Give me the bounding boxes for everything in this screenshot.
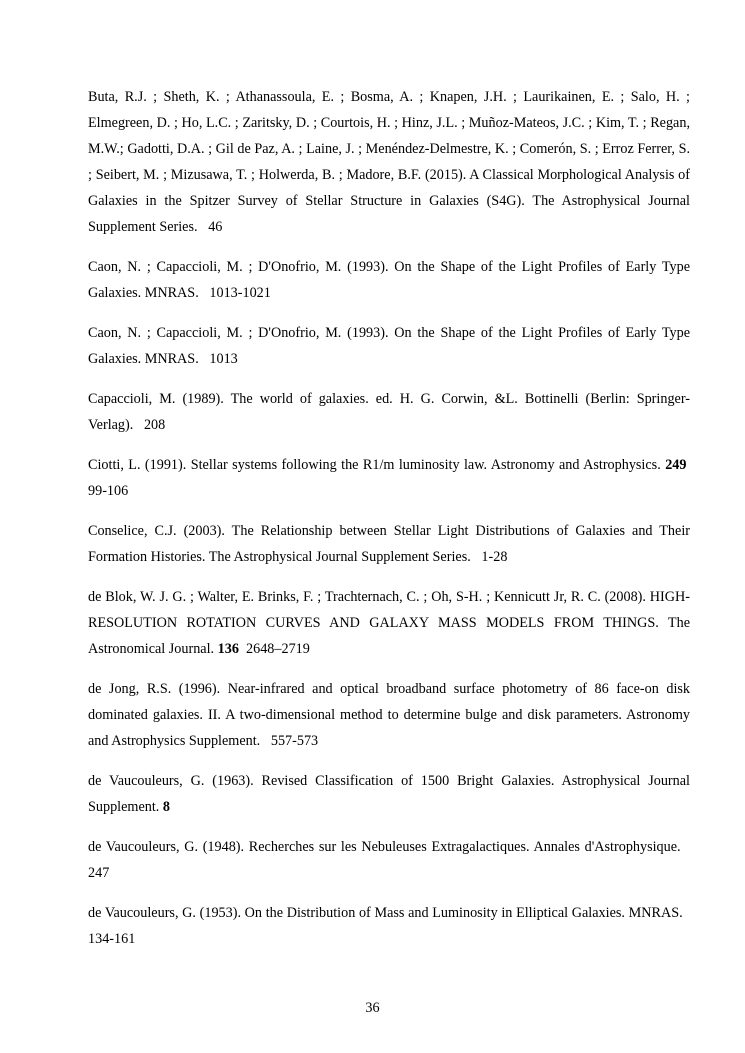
- reference-text: de Vaucouleurs, G. (1948). Recherches sur les Nebuleuses Extragalactiques. Annales d'Astrophysique.: [88, 839, 681, 855]
- reference-entry: [88, 518, 690, 570]
- reference-list: [88, 84, 690, 966]
- reference-entry: [88, 254, 690, 306]
- reference-pages: 208: [143, 417, 166, 433]
- reference-entry: [88, 584, 690, 662]
- reference-entry: [88, 834, 690, 886]
- reference-entry: [88, 452, 690, 504]
- reference-entry: [88, 900, 690, 952]
- reference-entry: [88, 386, 690, 438]
- reference-entry: [88, 768, 690, 820]
- reference-volume: 136: [217, 641, 239, 657]
- reference-text: de Vaucouleurs, G. (1963). Revised Classification of 1500 Bright Galaxies. Astrophysical Journal Supplement.: [88, 773, 690, 815]
- reference-text: Ciotti, L. (1991). Stellar systems following the R1/m luminosity law. Astronomy and Astrophysics.: [88, 457, 661, 473]
- reference-text: de Vaucouleurs, G. (1953). On the Distribution of Mass and Luminosity in Elliptical Galaxies. MNRAS.: [88, 905, 683, 921]
- reference-text: Conselice, C.J. (2003). The Relationship between Stellar Light Distributions of Galaxies and Their Formation Histories. The Astrophysical Journal Supplement Series.: [88, 523, 690, 565]
- reference-text: Caon, N. ; Capaccioli, M. ; D'Onofrio, M. (1993). On the Shape of the Light Profiles of Early Type Galaxies. MNRAS.: [88, 325, 690, 367]
- reference-text: de Jong, R.S. (1996). Near-infrared and optical broadband surface photometry of 86 face-on disk dominated galaxies. II. A two-dimensional method to determine bulge and disk parameters. Astronomy and Astrophysics Supplement.: [88, 681, 690, 749]
- reference-pages: 1013: [209, 351, 238, 367]
- reference-volume: 8: [162, 799, 170, 815]
- reference-text: Caon, N. ; Capaccioli, M. ; D'Onofrio, M. (1993). On the Shape of the Light Profiles of Early Type Galaxies. MNRAS.: [88, 259, 690, 301]
- reference-pages: 1013-1021: [209, 285, 271, 301]
- reference-pages: 99-106: [88, 483, 129, 499]
- reference-pages: 557-573: [270, 733, 319, 749]
- reference-pages: 2648–2719: [246, 641, 310, 657]
- reference-entry: [88, 84, 690, 240]
- reference-text: Buta, R.J. ; Sheth, K. ; Athanassoula, E. ; Bosma, A. ; Knapen, J.H. ; Laurikainen, E. ; Salo, H. ; Elmegreen, D. ; Ho, L.C. ; Zaritsky, D. ; Courtois, H. ; Hinz, J.L. ; Muñoz-Mateos, J.C. ; Kim, T. ; Regan, M.W.; Gadotti, D.A. ; Gil de Paz, A. ; Laine, J. ; Menéndez-Delmestre, K. ; Comerón, S. ; Erroz Ferrer, S. ; Seibert, M. ; Mizusawa, T. ; Holwerda, B. ; Madore, B.F. (2015). A Classical Morphological Analysis of Galaxies in the Spitzer Survey of Stellar Structure in Galaxies (S4G). The Astrophysical Journal Supplement Series.: [88, 89, 690, 235]
- reference-entry: [88, 676, 690, 754]
- reference-pages: 46: [208, 219, 223, 235]
- reference-text: Capaccioli, M. (1989). The world of galaxies. ed. H. G. Corwin, &L. Bottinelli (Berlin: Springer-Verlag).: [88, 391, 690, 433]
- reference-pages: 134-161: [88, 931, 136, 947]
- reference-pages: 247: [88, 865, 110, 881]
- reference-text: de Blok, W. J. G. ; Walter, E. Brinks, F. ; Trachternach, C. ; Oh, S-H. ; Kennicutt Jr, R. C. (2008). HIGH-RESOLUTION ROTATION CURVES AND GALAXY MASS MODELS FROM THINGS. The Astronomical Journal.: [88, 589, 690, 657]
- reference-pages: 1-28: [481, 549, 508, 565]
- page-number: 36: [365, 1000, 380, 1016]
- reference-entry: [88, 320, 690, 372]
- reference-volume: 249: [665, 457, 687, 473]
